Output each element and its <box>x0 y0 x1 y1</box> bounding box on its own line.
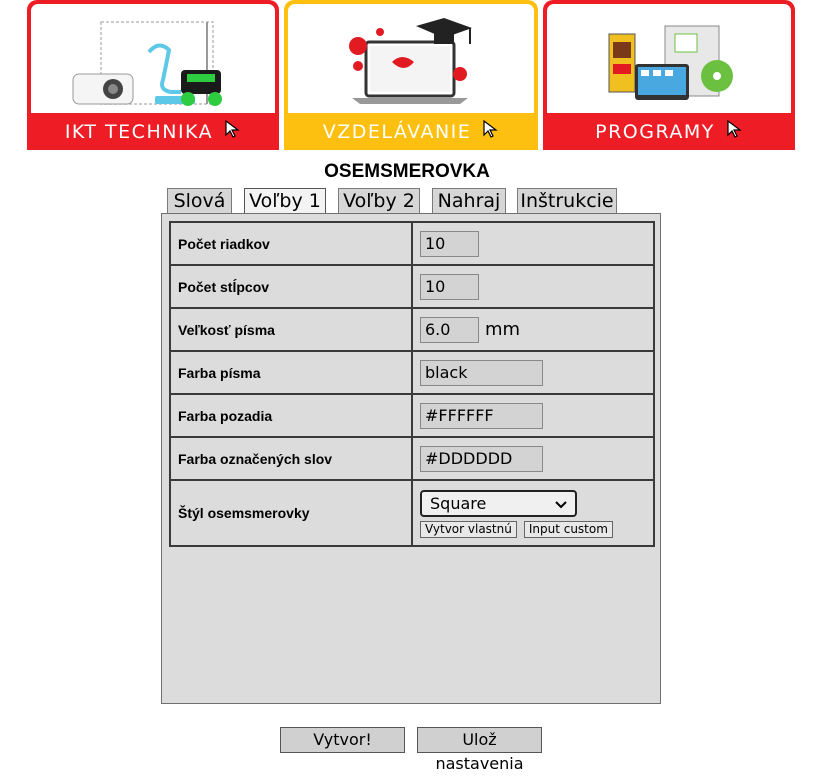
marked-color-label: Farba označených slov <box>170 437 412 480</box>
cursor-arrow-icon <box>727 120 743 143</box>
tile-ikt-technika[interactable] <box>27 0 279 150</box>
tile-programy[interactable] <box>543 0 795 150</box>
bg-color-cell <box>412 394 654 437</box>
style-cell <box>412 480 654 546</box>
table-row <box>170 437 654 480</box>
tab-nahraj[interactable]: Nahraj <box>432 188 506 214</box>
vzdelavanie-image <box>288 4 534 113</box>
cursor-arrow-icon <box>225 120 241 143</box>
tab-bar <box>0 188 814 214</box>
tile-ikt-strip <box>27 113 279 150</box>
options-table <box>169 221 655 547</box>
bg-color-label: Farba pozadia <box>170 394 412 437</box>
top-banner <box>0 0 814 150</box>
font-size-cell <box>412 308 654 351</box>
tile-label-programy: PROGRAMY <box>595 120 715 143</box>
cols-cell <box>412 265 654 308</box>
font-color-label: Farba písma <box>170 351 412 394</box>
programy-image <box>547 4 791 113</box>
style-buttons <box>420 521 653 538</box>
tab-slova[interactable]: Slová <box>167 188 232 214</box>
tile-label-ikt: IKT TECHNIKA <box>64 120 214 143</box>
input-custom-button[interactable]: Input custom <box>524 521 613 538</box>
rows-input[interactable]: 10 <box>420 231 479 257</box>
table-row <box>170 265 654 308</box>
whiteboard-projector-robot-icon <box>31 4 275 113</box>
font-size-unit: mm <box>485 319 521 340</box>
font-color-cell <box>412 351 654 394</box>
tab-instrukcie[interactable]: Inštrukcie <box>517 188 617 214</box>
style-select-value: Square <box>430 494 487 513</box>
chevron-down-icon <box>555 494 567 513</box>
rows-cell <box>412 222 654 265</box>
ikt-technika-image <box>31 4 275 113</box>
table-row <box>170 351 654 394</box>
table-row <box>170 222 654 265</box>
save-settings-button[interactable]: Ulož nastavenia <box>417 727 542 753</box>
table-row <box>170 308 654 351</box>
cols-input[interactable]: 10 <box>420 274 479 300</box>
tile-label-vzdelavanie: VZDELÁVANIE <box>322 120 472 143</box>
cols-label: Počet stĺpcov <box>170 265 412 308</box>
style-label: Štýl osemsmerovky <box>170 480 412 546</box>
tile-vzdelavanie-strip <box>284 113 538 150</box>
style-select[interactable] <box>420 490 577 517</box>
bg-color-input[interactable]: #FFFFFF <box>420 403 543 429</box>
software-boxes-icon <box>547 4 791 113</box>
table-row <box>170 480 654 546</box>
marked-color-cell <box>412 437 654 480</box>
font-color-input[interactable]: black <box>420 360 543 386</box>
tab-volby-1[interactable]: Voľby 1 <box>244 188 326 215</box>
create-custom-button[interactable]: Vytvor vlastnú <box>420 521 517 538</box>
tab-volby-2[interactable]: Voľby 2 <box>338 188 420 214</box>
font-size-label: Veľkosť písma <box>170 308 412 351</box>
page-title: OSEMSMEROVKA <box>324 161 490 182</box>
options-panel <box>161 213 661 704</box>
laptop-graduation-cap-icon <box>288 4 534 113</box>
font-size-input[interactable]: 6.0 <box>420 317 479 343</box>
tile-programy-strip <box>543 113 795 150</box>
create-button[interactable]: Vytvor! <box>280 727 405 753</box>
rows-label: Počet riadkov <box>170 222 412 265</box>
marked-color-input[interactable]: #DDDDDD <box>420 446 543 472</box>
table-row <box>170 394 654 437</box>
tile-vzdelavanie[interactable] <box>284 0 538 150</box>
cursor-arrow-icon <box>483 120 499 143</box>
